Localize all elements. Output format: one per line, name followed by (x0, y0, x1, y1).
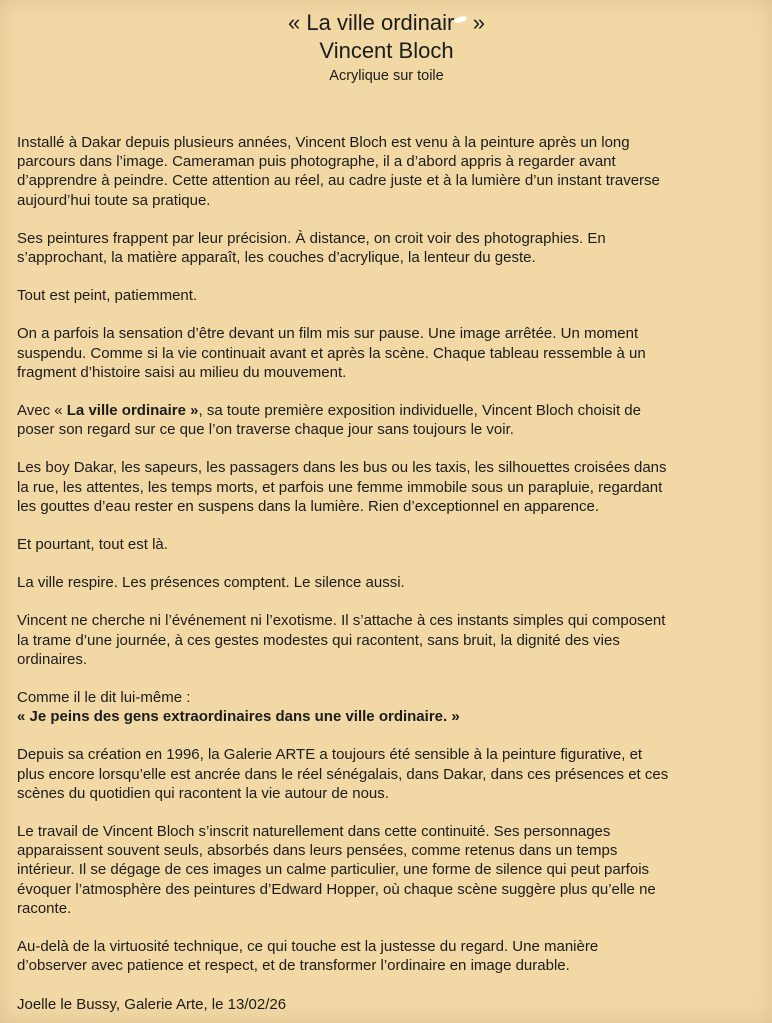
body-text: la rue, les attentes, les temps morts, et parfois une femme immobile sous un parapluie, regardant (17, 478, 663, 496)
text-line (17, 822, 756, 841)
body-text: Joelle le Bussy, Galerie Arte, le 13/02/26 (17, 995, 287, 1013)
body-text: Depuis sa création en 1996, la Galerie ARTE a toujours été sensible à la peinture figurative, et (17, 746, 643, 764)
paragraph (17, 229, 756, 267)
paragraph-exhibition (17, 401, 756, 439)
text-line (17, 995, 756, 1014)
body-text: ordinaires. (17, 650, 88, 668)
body-text: parcours dans l’image. Cameraman puis photographe, il a d’abord appris à regarder avant (17, 153, 616, 171)
text-line (17, 707, 756, 726)
body-text: d’apprendre à peindre. Cette attention au réel, au cadre juste et à la lumière d’un instant traverse (17, 172, 660, 190)
author-name: Vincent Bloch (319, 38, 454, 63)
body-text: Avec « (17, 402, 67, 420)
text-line (17, 631, 756, 650)
body-text: Les boy Dakar, les sapeurs, les passagers dans les bus ou les taxis, les silhouettes croisées dans (17, 459, 667, 477)
title-text-suffix: » (466, 10, 485, 35)
text-line (17, 344, 756, 363)
body-text: d’observer avec patience et respect, et de transformer l’ordinaire en image durable. (17, 957, 570, 975)
text-line (17, 937, 756, 956)
body-text: scènes du quotidien qui racontent la vie autour de nous. (17, 784, 389, 802)
text-line (17, 152, 756, 171)
body-text: Et pourtant, tout est là. (17, 536, 168, 554)
emphasis-text: « Je peins des gens extraordinaires dans une ville ordinaire. » (17, 708, 460, 726)
body-text: évoquer l’atmosphère des peintures d’Edward Hopper, où chaque scène suggère plus qu’elle ne (17, 880, 656, 898)
text-line (17, 535, 756, 554)
body-text: Ses peintures frappent par leur précision. À distance, on croit voir des photographies. En (17, 229, 606, 247)
title-covered-letter (454, 9, 466, 37)
body-text: , sa toute première exposition individuelle, Vincent Bloch choisit de (198, 402, 641, 420)
body-text: suspendu. Comme si la vie continuait avant et après la scène. Chaque tableau ressemble à un (17, 344, 646, 362)
text-line (17, 229, 756, 248)
body-text: fragment d’histoire saisi au milieu du mouvement. (17, 363, 347, 381)
paragraph (17, 822, 756, 918)
body-text: Au-delà de la virtuosité technique, ce qui touche est la justesse du regard. Une manière (17, 938, 599, 956)
emphasis-text: La ville ordinaire » (66, 402, 199, 420)
body-text: Comme il le dit lui-même : (17, 689, 191, 707)
text-line (17, 478, 756, 497)
text-line (17, 765, 756, 784)
text-line (17, 324, 756, 343)
body-text: On a parfois la sensation d’être devant un film mis sur pause. Une image arrêtée. Un moment (17, 325, 639, 343)
text-line (17, 363, 756, 382)
text-line (17, 420, 756, 439)
paragraph (17, 324, 756, 382)
body-text: Le travail de Vincent Bloch s’inscrit naturellement dans cette continuité. Ses personnages (17, 823, 611, 841)
text-line (17, 860, 756, 879)
page-title (17, 9, 756, 37)
body-text: Tout est peint, patiemment. (17, 287, 198, 305)
text-line (17, 497, 756, 516)
body-text: intérieur. Il se dégage de ces images un calme particulier, une forme de silence qui peut parfois (17, 861, 650, 879)
body-text: plus encore lorsqu’elle est ancrée dans le réel sénégalais, dans Dakar, dans ces présences et ces (17, 765, 669, 783)
body-text: apparaissent souvent seuls, absorbés dans leurs pensées, comme retenus dans un temps (17, 842, 618, 860)
text-line (17, 899, 756, 918)
title-text: « La ville ordinair (288, 10, 455, 35)
text-line (17, 458, 756, 477)
text-line (17, 745, 756, 764)
body-text: Installé à Dakar depuis plusieurs années, Vincent Bloch est venu à la peinture après un long (17, 134, 630, 151)
document-paragraphs (17, 133, 756, 1014)
text-line (17, 688, 756, 707)
body-text: poser son regard sur ce que l’on traverse chaque jour sans toujours le voir. (17, 421, 514, 439)
text-line (17, 880, 756, 899)
body-text: la trame d’une journée, à ces gestes modestes qui racontent, sans bruit, la dignité des vies (17, 631, 620, 649)
body-text: La ville respire. Les présences comptent. Le silence aussi. (17, 574, 405, 592)
paragraph (17, 573, 756, 592)
text-line (17, 956, 756, 975)
body-text: Vincent ne cherche ni l’événement ni l’exotisme. Il s’attache à ces instants simples qui composent (17, 612, 666, 630)
text-line (17, 171, 756, 190)
signature-paragraph (17, 995, 756, 1014)
text-line (17, 248, 756, 267)
quote-paragraph (17, 688, 756, 726)
paragraph (17, 286, 756, 305)
body-text: les gouttes d’eau rester en suspens dans la lumière. Rien d’exceptionnel en apparence. (17, 497, 600, 515)
body-text: aujourd’hui toute sa pratique. (17, 191, 211, 209)
paragraph-galerie (17, 745, 756, 803)
text-line (17, 401, 756, 420)
medium-line: Acrylique sur toile (329, 68, 444, 84)
text-line (17, 650, 756, 669)
paragraph (17, 611, 756, 669)
text-line (17, 841, 756, 860)
paragraph (17, 535, 756, 554)
body-text: raconte. (17, 899, 72, 917)
body-text: s’approchant, la matière apparaît, les couches d’acrylique, la lenteur du geste. (17, 249, 536, 267)
paragraph (17, 458, 756, 516)
text-line (17, 611, 756, 630)
paragraph-intro (17, 133, 756, 210)
paragraph (17, 937, 756, 975)
text-line (17, 191, 756, 210)
text-line (17, 784, 756, 803)
text-line (17, 133, 756, 152)
text-line (17, 286, 756, 305)
text-line (17, 573, 756, 592)
